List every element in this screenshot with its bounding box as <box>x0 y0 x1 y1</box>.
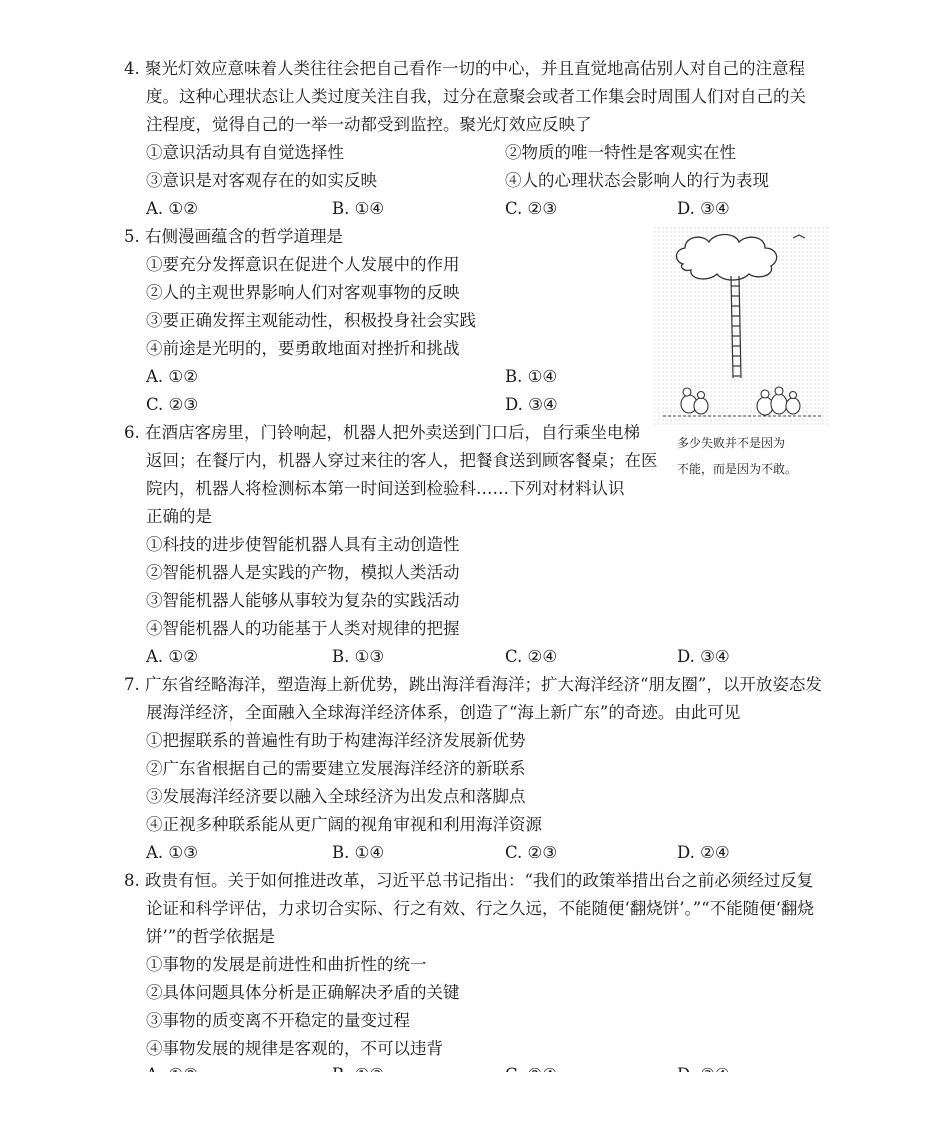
q6-option-a: A. ①② <box>146 647 198 666</box>
q5-statement-4: ④前途是光明的，要勇敢地面对挫折和挑战 <box>146 339 460 358</box>
q7-statement-1: ①把握联系的普遍性有助于构建海洋经济发展新优势 <box>146 731 526 750</box>
q4-option-a: A. ①② <box>146 199 198 218</box>
people-left <box>681 388 708 414</box>
q6-option-d: D. ③④ <box>677 647 730 666</box>
q6-statement-1: ①科技的进步使智能机器人具有主动创造性 <box>146 535 460 554</box>
q7-stem-line2: 展海洋经济，全面融入全球海洋经济体系，创造了“海上新广东”的奇迹。由此可见 <box>146 703 741 722</box>
q5-statement-2: ②人的主观世界影响人们对客观事物的反映 <box>146 283 460 302</box>
people-right <box>757 387 800 415</box>
q6-stem-line3: 院内，机器人将检测标本第一时间送到检验科……下列对材料认识 <box>146 479 625 498</box>
q6-option-c: C. ②④ <box>505 647 558 666</box>
q4-statement-2: ②物质的唯一特性是客观实在性 <box>505 143 736 162</box>
q7-option-a: A. ①③ <box>146 843 198 862</box>
q7-statement-2: ②广东省根据自己的需要建立发展海洋经济的新联系 <box>146 759 526 778</box>
q4-statement-4: ④人的心理状态会影响人的行为表现 <box>505 171 769 190</box>
cartoon-caption-line1: 多少失败并不是因为 <box>677 436 786 450</box>
page-cutoff <box>0 1072 950 1137</box>
q5-option-a: A. ①② <box>146 367 198 386</box>
q6-statement-4: ④智能机器人的功能基于人类对规律的把握 <box>146 619 460 638</box>
q7-stem-line1: 7. 广东省经略海洋，塑造海上新优势，跳出海洋看海洋；扩大海洋经济“朋友圈”，以开放姿态发 <box>124 675 822 694</box>
q5-stem-line1: 5. 右侧漫画蕴含的哲学道理是 <box>124 227 343 246</box>
q4-stem-line3: 注程度，觉得自己的一举一动都受到监控。聚光灯效应反映了 <box>146 115 592 134</box>
cartoon-caption-line2: 不能，而是因为不敢。 <box>677 462 798 476</box>
q6-statement-2: ②智能机器人是实践的产物，模拟人类活动 <box>146 563 460 582</box>
q8-statement-4: ④事物发展的规律是客观的，不可以违背 <box>146 1039 443 1058</box>
cartoon-image <box>653 226 829 426</box>
q7-option-b: B. ①④ <box>332 843 385 862</box>
cloud-ladder-illustration <box>653 226 829 426</box>
q5-statement-3: ③要正确发挥主观能动性，积极投身社会实践 <box>146 311 476 330</box>
q7-statement-3: ③发展海洋经济要以融入全球经济为出发点和落脚点 <box>146 787 526 806</box>
q5-option-c: C. ②③ <box>146 395 199 414</box>
q7-option-c: C. ②③ <box>505 843 558 862</box>
q6-statement-3: ③智能机器人能够从事较为复杂的实践活动 <box>146 591 460 610</box>
q6-stem-line2: 返回；在餐厅内，机器人穿过来往的客人，把餐食送到顾客餐桌；在医 <box>146 451 658 470</box>
cloud-shape <box>677 235 777 281</box>
q6-stem-line4: 正确的是 <box>146 507 212 526</box>
q4-stem-line2: 度。这种心理状态让人类过度关注自我，过分在意聚会或者工作集会时周围人们对自己的关 <box>146 87 806 106</box>
q5-statement-1: ①要充分发挥意识在促进个人发展中的作用 <box>146 255 460 274</box>
q6-stem-line1: 6. 在酒店客房里，门铃响起，机器人把外卖送到门口后，自行乘坐电梯 <box>124 423 640 442</box>
q4-option-d: D. ③④ <box>677 199 730 218</box>
q4-statement-1: ①意识活动具有自觉选择性 <box>146 143 344 162</box>
q8-stem-line3: 饼’”的哲学依据是 <box>146 927 276 946</box>
q8-stem-line1: 8. 政贵有恒。关于如何推进改革，习近平总书记指出：“我们的政策举措出台之前必须经过反复 <box>124 871 814 890</box>
q5-option-d: D. ③④ <box>505 395 558 414</box>
q7-statement-4: ④正视多种联系能从更广阔的视角审视和利用海洋资源 <box>146 815 542 834</box>
ladder <box>731 276 741 378</box>
q4-statement-3: ③意识是对客观存在的如实反映 <box>146 171 377 190</box>
q6-option-b: B. ①③ <box>332 647 385 666</box>
q4-stem-line1: 4. 聚光灯效应意味着人类往往会把自己看作一切的中心，并且直觉地高估别人对自己的注意程 <box>124 59 805 78</box>
q4-option-b: B. ①④ <box>332 199 385 218</box>
q8-stem-line2: 论证和科学评估，力求切合实际、行之有效、行之久远，不能随便‘翻烧饼’。”“不能随便‘翻烧 <box>146 899 814 918</box>
q4-option-c: C. ②③ <box>505 199 558 218</box>
q7-option-d: D. ②④ <box>677 843 730 862</box>
q8-statement-3: ③事物的质变离不开稳定的量变过程 <box>146 1011 410 1030</box>
q8-statement-2: ②具体问题具体分析是正确解决矛盾的关键 <box>146 983 460 1002</box>
q5-option-b: B. ①④ <box>505 367 558 386</box>
q8-statement-1: ①事物的发展是前进性和曲折性的统一 <box>146 955 427 974</box>
